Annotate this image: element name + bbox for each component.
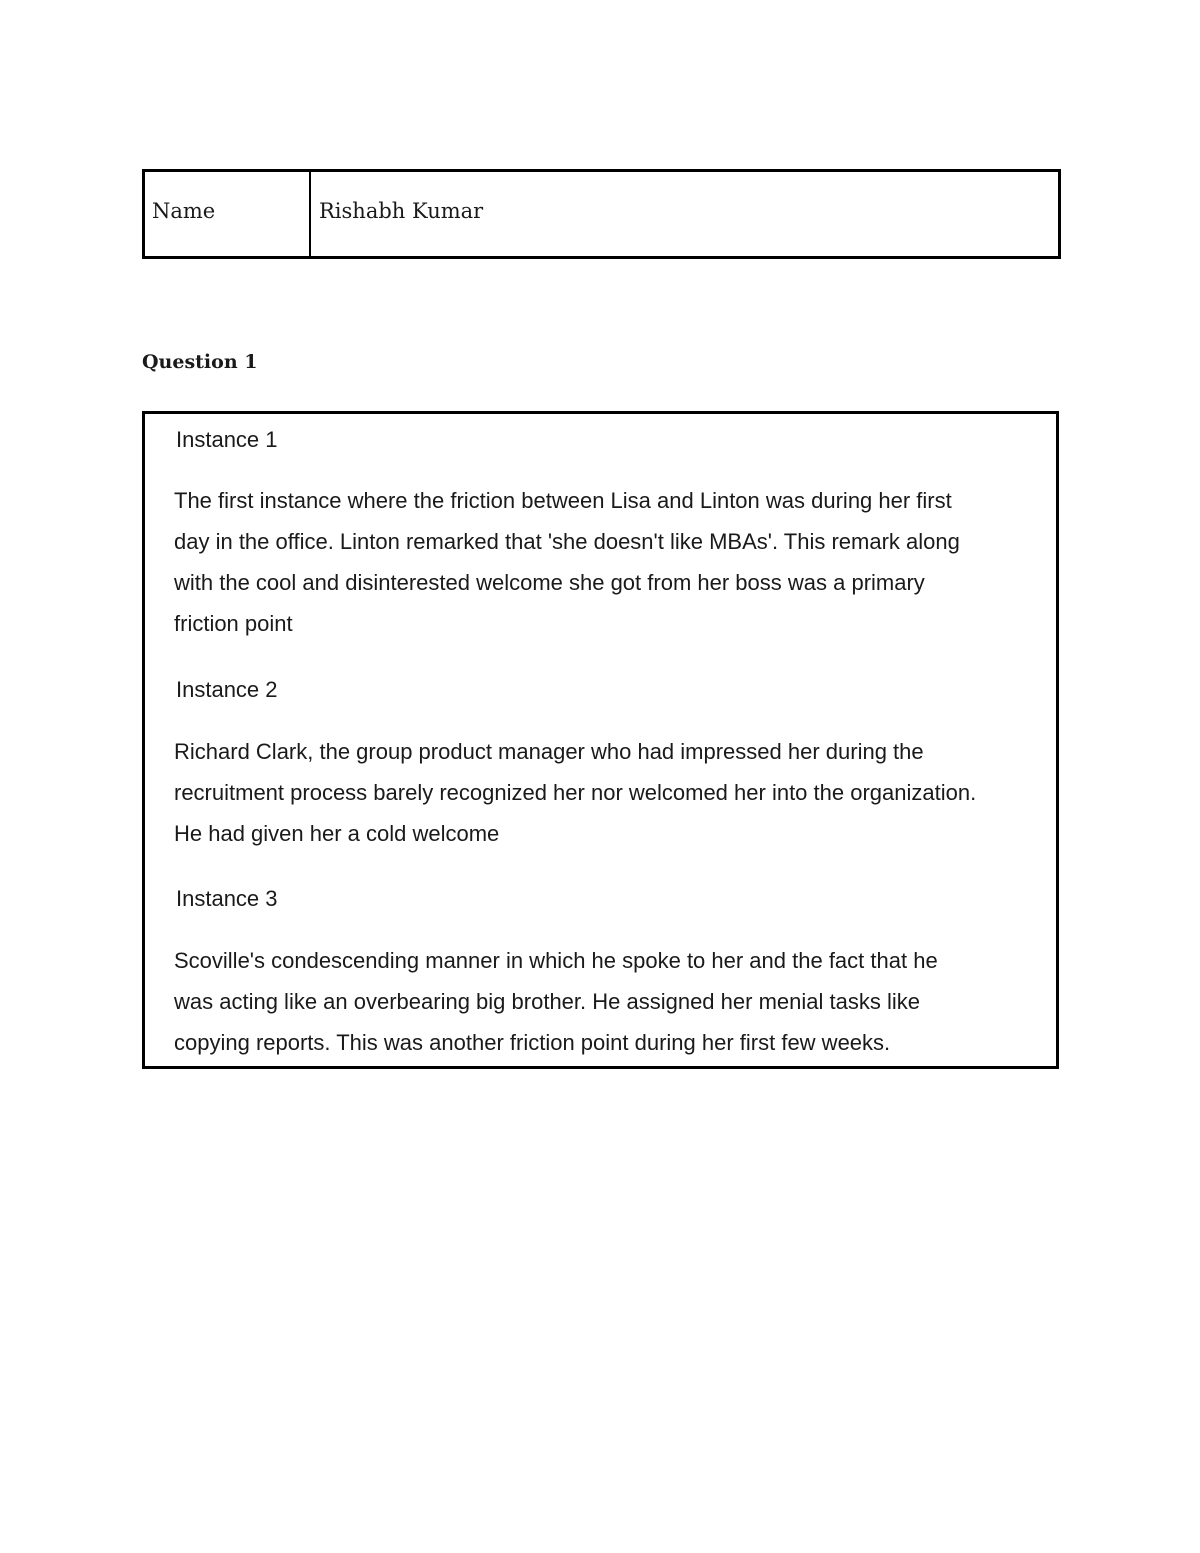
name-table xyxy=(142,169,1061,259)
instance-1-label: Instance 1 xyxy=(176,427,278,452)
name-label: Name xyxy=(145,172,311,256)
name-value: Rishabh Kumar xyxy=(319,199,484,223)
instance-3-line: was acting like an overbearing big brother. He assigned her menial tasks like xyxy=(174,989,920,1014)
question-heading: Question 1 xyxy=(142,351,258,373)
instance-2-line: He had given her a cold welcome xyxy=(174,821,500,846)
instance-3-line: copying reports. This was another friction point during her first few weeks. xyxy=(174,1030,891,1055)
instance-1-line: friction point xyxy=(174,611,293,636)
instance-3-text xyxy=(174,940,1044,1063)
instance-1-text xyxy=(174,480,1044,644)
instance-1-line: with the cool and disinterested welcome she got from her boss was a primary xyxy=(174,570,925,595)
instance-1-line: The first instance where the friction between Lisa and Linton was during her first xyxy=(174,488,952,513)
answer-box xyxy=(142,411,1059,1069)
instance-3-line: Scoville's condescending manner in which he spoke to her and the fact that he xyxy=(174,948,938,973)
instance-2-line: recruitment process barely recognized her nor welcomed her into the organization. xyxy=(174,780,977,805)
instance-2-text xyxy=(174,731,1044,854)
instance-2-line: Richard Clark, the group product manager who had impressed her during the xyxy=(174,739,924,764)
instance-2-label: Instance 2 xyxy=(176,677,278,702)
instance-3-label: Instance 3 xyxy=(176,886,278,911)
instance-1-line: day in the office. Linton remarked that 'she doesn't like MBAs'. This remark along xyxy=(174,529,960,554)
